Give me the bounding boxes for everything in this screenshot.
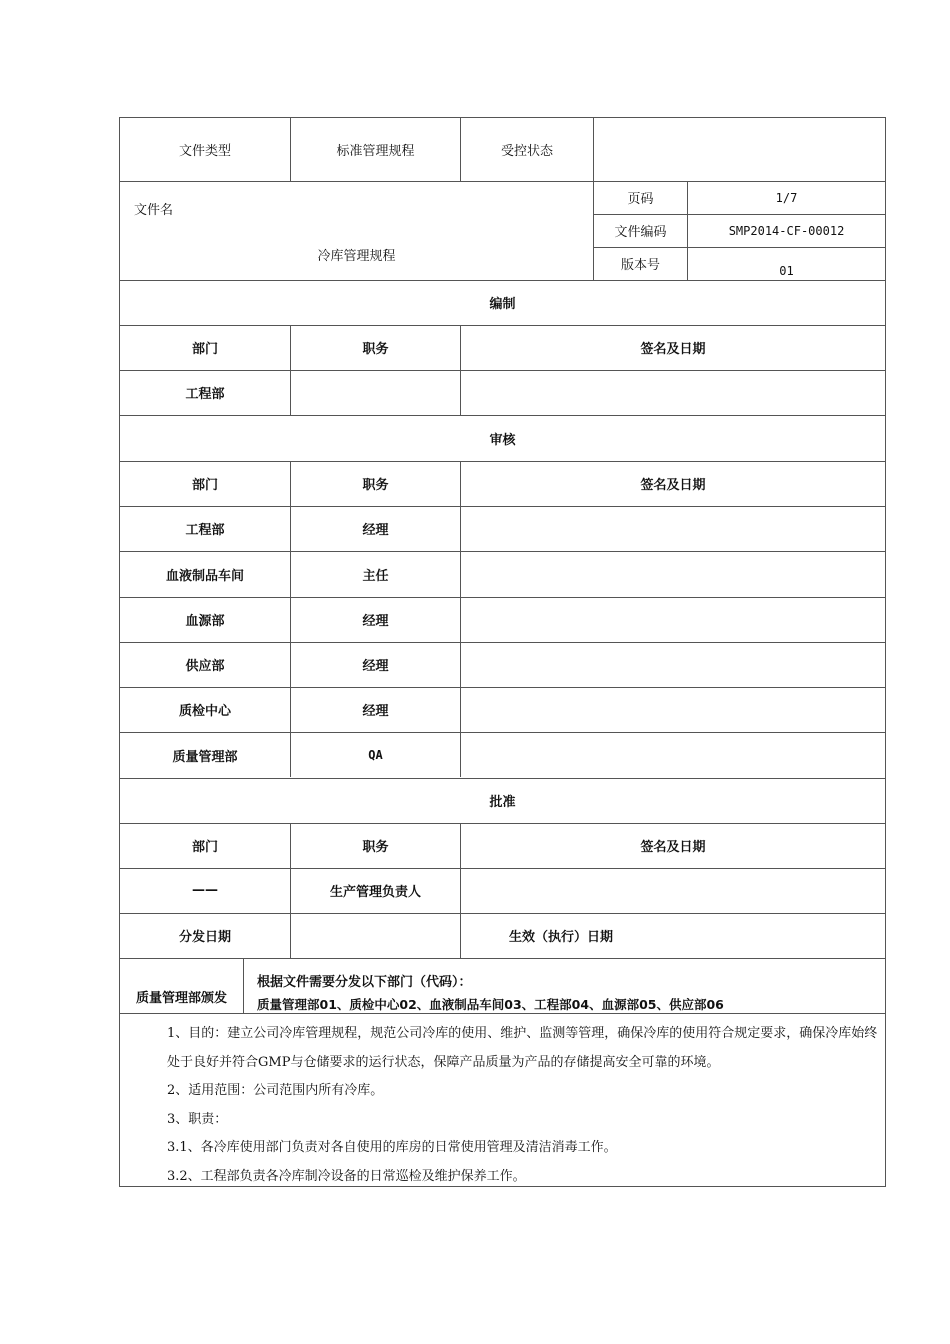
distribution-line-1: 根据文件需要分发以下部门（代码）： xyxy=(257,974,472,990)
compile-row-dept: 工程部 xyxy=(185,387,225,402)
approve-col-dept: 部门 xyxy=(191,840,218,855)
distribution-line-2: 质量管理部01、质检中心02、血液制品车间03、工程部04、血源部05、供应部06 xyxy=(257,997,724,1012)
content-paragraph-duty-3-1: 3.1、各冷库使用部门负责对各自使用的库房的日常使用管理及清洁消毒工作。 xyxy=(167,1140,617,1155)
compile-col-sign: 签名及日期 xyxy=(640,342,706,357)
file-name-label: 文件名 xyxy=(134,202,174,218)
review-row-role: 经理 xyxy=(362,614,389,629)
review-section-title: 审核 xyxy=(489,432,516,448)
approve-section-title: 批准 xyxy=(489,795,516,810)
content-body xyxy=(167,1020,882,1191)
file-type-label: 文件类型 xyxy=(178,144,231,159)
review-row-dept: 血液制品车间 xyxy=(165,568,244,584)
issuer-label: 质量管理部颁发 xyxy=(135,990,227,1006)
compile-section-title: 编制 xyxy=(489,297,516,312)
version-label: 版本号 xyxy=(620,258,660,273)
version-value: 01 xyxy=(779,264,794,278)
review-row-dept: 供应部 xyxy=(185,659,225,674)
review-row-role: QA xyxy=(368,748,383,762)
review-col-role: 职务 xyxy=(362,478,389,493)
page-label: 页码 xyxy=(627,192,654,207)
approve-row-role: 生产管理负责人 xyxy=(329,885,421,900)
approve-col-role: 职务 xyxy=(362,840,389,855)
doc-code-value: SMP2014-CF-00012 xyxy=(728,223,845,238)
compile-col-dept: 部门 xyxy=(191,342,218,357)
content-paragraph-scope: 2、适用范围：公司范围内所有冷库。 xyxy=(167,1083,384,1098)
content-paragraph-duty-3-2: 3.2、工程部负责各冷库制冷设备的日常巡检及维护保养工作。 xyxy=(167,1168,526,1184)
review-row-role: 经理 xyxy=(362,659,389,674)
review-row-dept: 工程部 xyxy=(185,523,225,538)
review-row-role: 主任 xyxy=(362,568,389,584)
review-row-role: 经理 xyxy=(362,704,389,719)
compile-row-role xyxy=(291,370,460,415)
control-status-value xyxy=(594,118,885,181)
file-type-value: 标准管理规程 xyxy=(336,144,415,159)
review-row-dept: 质量管理部 xyxy=(172,749,238,765)
distribution-date-label: 分发日期 xyxy=(178,930,231,945)
file-name-value: 冷库管理规程 xyxy=(317,248,396,264)
doc-code-label: 文件编码 xyxy=(614,225,667,240)
content-paragraph-duties: 3、职责： xyxy=(167,1111,228,1127)
compile-col-role: 职务 xyxy=(362,342,389,357)
review-col-sign: 签名及日期 xyxy=(640,478,706,493)
review-row-dept: 血源部 xyxy=(185,614,225,629)
review-col-dept: 部门 xyxy=(191,478,218,493)
approve-col-sign: 签名及日期 xyxy=(640,840,706,855)
document-form xyxy=(119,117,886,1187)
approve-row-dept: —— xyxy=(192,883,218,898)
effective-date-label: 生效（执行）日期 xyxy=(508,930,613,945)
review-row-dept: 质检中心 xyxy=(178,704,231,719)
content-paragraph-purpose: 1、目的：建立公司冷库管理规程，规范公司冷库的使用、维护、监测等管理，确保冷库的使用符合规定要求，确保冷库始终处于良好并符合GMP与仓储要求的运行状态，保障产品质量为产品的存储提高安全可靠的环境。 xyxy=(167,1026,878,1070)
review-row-role: 经理 xyxy=(362,523,389,538)
page-value: 1/7 xyxy=(775,190,798,205)
control-status-label: 受控状态 xyxy=(500,144,553,159)
